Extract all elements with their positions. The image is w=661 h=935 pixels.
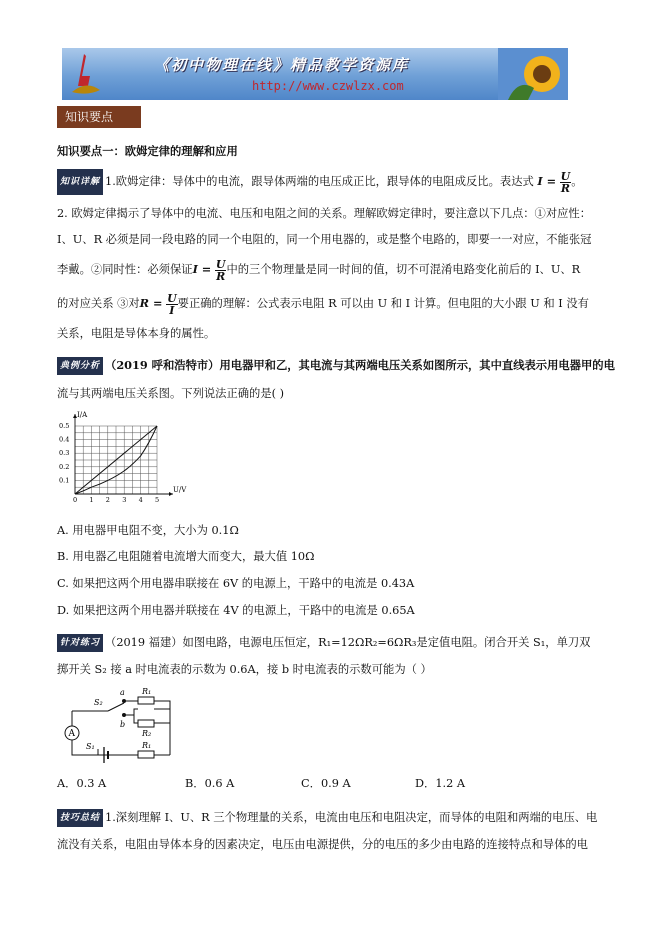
example-option-c: C. 如果把这两个用电器串联接在 6V 的电源上，干路中的电流是 0.43A xyxy=(57,577,415,590)
summary-badge: 技巧总结 xyxy=(57,809,103,827)
resistor-r1-bottom xyxy=(138,751,154,758)
p2-line3: 李戴。②同时性：必须保证I = $\frac{U}{R}$ 中的三个物理量是同一时间的值，切不可混淆电路变化前后的 I、U、R xyxy=(57,257,581,283)
law-fraction: $\frac{U}{R}$ xyxy=(560,169,571,195)
example-line2: 流与其两端电压关系图。下列说法正确的是( ) xyxy=(57,387,285,400)
x-tick-label: 1 xyxy=(89,496,94,504)
example-badge: 典例分析 xyxy=(57,357,103,375)
same-time-fraction: $\frac{U}{R}$ xyxy=(215,257,226,283)
header-banner xyxy=(62,48,568,100)
switch-s2 xyxy=(108,703,124,711)
label-r1-bottom: R₁ xyxy=(142,741,152,750)
example-option-a: A. 用电器甲电阻不变，大小为 0.1Ω xyxy=(57,524,239,537)
x-tick-label: 5 xyxy=(155,496,160,504)
chart-ylabel: I/A xyxy=(77,411,88,419)
x-tick-label: 2 xyxy=(105,496,110,504)
law-text: 1.欧姆定律：导体中的电流，跟导体两端的电压成正比，跟导体的电阻成反比。表达式 xyxy=(105,175,534,188)
resistor-r2 xyxy=(138,720,154,727)
y-tick-label: 0.1 xyxy=(59,476,70,485)
y-tick-label: 0.3 xyxy=(59,449,70,458)
p2-line5: 关系，电阻是导体本身的属性。 xyxy=(57,327,216,340)
label-s1: S₁ xyxy=(86,742,95,751)
x-tick-label: 4 xyxy=(138,496,143,504)
practice-option-a: A．0.3 A xyxy=(57,777,107,790)
x-tick-label: 3 xyxy=(122,496,127,504)
summary-line2: 流没有关系，电阻由导体本身的因素决定，电压由电源提供，分的电压的多少由电路的连接特点和导体的电 xyxy=(57,838,588,851)
label-b: b xyxy=(120,720,126,729)
resistance-fraction: $\frac{U}{I}$ xyxy=(167,291,177,317)
label-r2: R₂ xyxy=(142,729,152,738)
circuit-diagram xyxy=(58,683,183,768)
y-tick-label: 0.5 xyxy=(59,422,70,430)
section-tag: 知识要点 xyxy=(57,106,141,128)
site-logo-icon xyxy=(68,52,102,96)
practice-line1: 针对练习 （2019 福建）如图电路，电源电压恒定，R₁=12ΩR₂=6ΩR₃是定值电阻。闭合开关 S₁，单刀双 xyxy=(57,634,605,652)
ammeter-label: A xyxy=(68,729,75,739)
p2-line4: 的对应关系 ③对R = $\frac{U}{I}$ 要正确的理解：公式表示电阻 R 可以由 U 和 I 计算。但电阻的大小跟 U 和 I 没有 xyxy=(57,291,589,317)
summary-line1: 技巧总结 1.深刻理解 I、U、R 三个物理量的关系，电流由电压和电阻决定，而导体的电阻和两端的电压、电 xyxy=(57,809,605,827)
resistor-r1-top xyxy=(138,697,154,704)
y-tick-label: 0.4 xyxy=(59,435,70,444)
practice-badge: 针对练习 xyxy=(57,634,103,652)
point-heading: 知识要点一：欧姆定律的理解和应用 xyxy=(57,144,238,158)
practice-option-c: C．0.9 A xyxy=(301,777,351,790)
sunflower-icon xyxy=(498,48,568,100)
law-line: 知识详解 1.欧姆定律：导体中的电流，跟导体两端的电压成正比，跟导体的电阻成反比。表达式 I = $\frac{U}{R}$ 。 xyxy=(57,169,605,195)
p2-line1: 2. 欧姆定律揭示了导体中的电流、电压和电阻之间的关系。理解欧姆定律时，要注意以下几点：①对应性： xyxy=(57,207,592,220)
label-a: a xyxy=(120,688,125,697)
y-tick-label: 0.2 xyxy=(59,462,70,471)
practice-option-d: D．1.2 A xyxy=(415,777,466,790)
label-s2: S₂ xyxy=(94,698,103,707)
iu-chart xyxy=(57,408,197,518)
banner-title: 《初中物理在线》精品教学资源库 xyxy=(154,56,410,74)
law-formula-lhs: I = xyxy=(537,174,557,188)
banner-url[interactable]: http://www.czwlzx.com xyxy=(252,79,404,93)
explain-badge: 知识详解 xyxy=(57,169,103,195)
chart-xlabel: U/V xyxy=(173,486,187,494)
example-option-b: B. 用电器乙电阻随着电流增大而变大，最大值 10Ω xyxy=(57,550,315,563)
example-option-d: D. 如果把这两个用电器并联接在 4V 的电源上，干路中的电流是 0.65A xyxy=(57,604,415,617)
chart-ticks xyxy=(59,422,159,504)
label-r1-top: R₁ xyxy=(142,687,152,696)
example-line1: 典例分析 （2019 呼和浩特市）用电器甲和乙，其电流与其两端电压关系如图所示，其中直线表示用电器甲的电 xyxy=(57,357,605,375)
practice-line2: 掷开关 S₂ 接 a 时电流表的示数为 0.6A，接 b 时电流表的示数可能为（ ） xyxy=(57,663,432,676)
practice-option-b: B．0.6 A xyxy=(185,777,235,790)
x-tick-label: 0 xyxy=(73,496,78,504)
p2-line2: I、U、R 必须是同一段电路的同一个电阻的，同一个用电器的，或是整个电路的，即要一一对应，不能张冠 xyxy=(57,233,592,246)
